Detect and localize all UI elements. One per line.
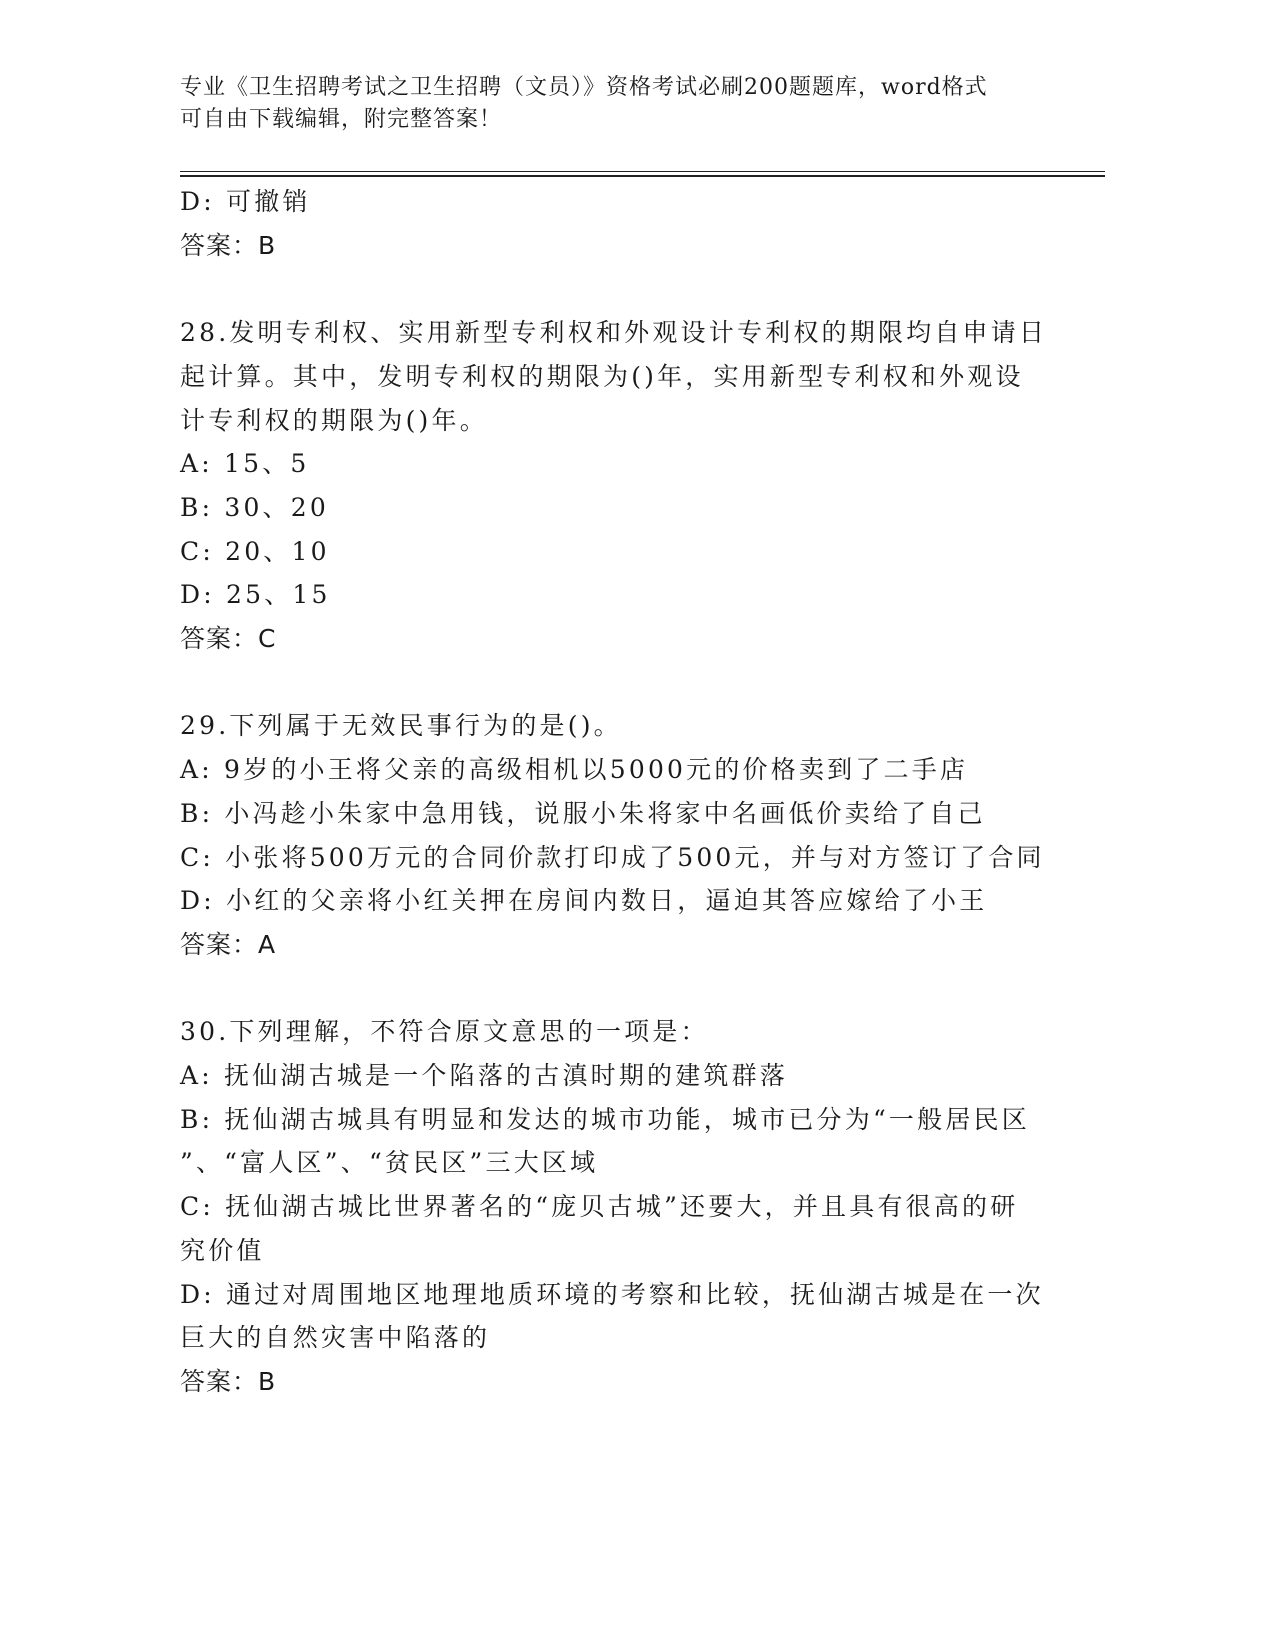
option-d: D: 通过对周围地区地理地质环境的考察和比较，抚仙湖古城是在一次 — [180, 1279, 1044, 1309]
answer-line: 答案：A — [180, 929, 277, 959]
option-d: D: 25、15 — [180, 580, 331, 610]
option-a: A: 9岁的小王将父亲的高级相机以5000元的价格卖到了二手店 — [180, 755, 969, 785]
header-line-1: 专业《卫生招聘考试之卫生招聘（文员）》资格考试必刷200题题库，word格式 — [180, 75, 988, 100]
question-30 — [180, 1010, 1044, 1403]
document-body — [180, 180, 1048, 1404]
question-text-line: 28.发明专利权、实用新型专利权和外观设计专利权的期限均自申请日 — [180, 318, 1048, 348]
spacer — [180, 661, 1040, 705]
question-text-line: 29.下列属于无效民事行为的是()。 — [180, 711, 622, 741]
question-28 — [180, 311, 1048, 661]
question-27-tail — [180, 180, 1040, 267]
spacer — [180, 967, 1040, 1011]
option-b: B: 小冯趁小朱家中急用钱，说服小朱将家中名画低价卖给了自己 — [180, 798, 986, 828]
option-b: B: 30、20 — [180, 492, 329, 522]
answer-line: 答案：C — [180, 624, 277, 654]
option-a: A: 15、5 — [180, 449, 310, 479]
option-b-continued: ”、“富人区”、“贫民区”三大区域 — [180, 1148, 599, 1178]
question-text-line: 起计算。其中，发明专利权的期限为()年，实用新型专利权和外观设 — [180, 361, 1024, 391]
option-c: C: 20、10 — [180, 536, 330, 566]
option-a: A: 抚仙湖古城是一个陷落的古滇时期的建筑群落 — [180, 1061, 789, 1091]
document-header — [180, 72, 1060, 136]
option-d-continued: 巨大的自然灾害中陷落的 — [180, 1323, 491, 1353]
question-text-line: 计专利权的期限为()年。 — [180, 405, 488, 435]
question-29 — [180, 704, 1045, 966]
header-divider-thin — [180, 171, 1105, 172]
option-d: D: 可撤销 — [180, 187, 311, 216]
answer-line: 答案：B — [180, 230, 277, 260]
option-b: B: 抚仙湖古城具有明显和发达的城市功能，城市已分为“一般居民区 — [180, 1104, 1030, 1134]
option-c: C: 抚仙湖古城比世界著名的“庞贝古城”还要大，并且具有很高的研 — [180, 1192, 1019, 1222]
option-c: C: 小张将500万元的合同价款打印成了500元，并与对方签订了合同 — [180, 842, 1045, 872]
answer-line: 答案：B — [180, 1366, 277, 1396]
header-divider-thick — [180, 175, 1105, 177]
option-d: D: 小红的父亲将小红关押在房间内数日，逼迫其答应嫁给了小王 — [180, 886, 988, 916]
option-c-continued: 究价值 — [180, 1235, 265, 1265]
spacer — [180, 267, 1040, 311]
header-line-2: 可自由下载编辑，附完整答案！ — [180, 107, 503, 132]
question-text-line: 30.下列理解，不符合原文意思的一项是： — [180, 1017, 709, 1047]
